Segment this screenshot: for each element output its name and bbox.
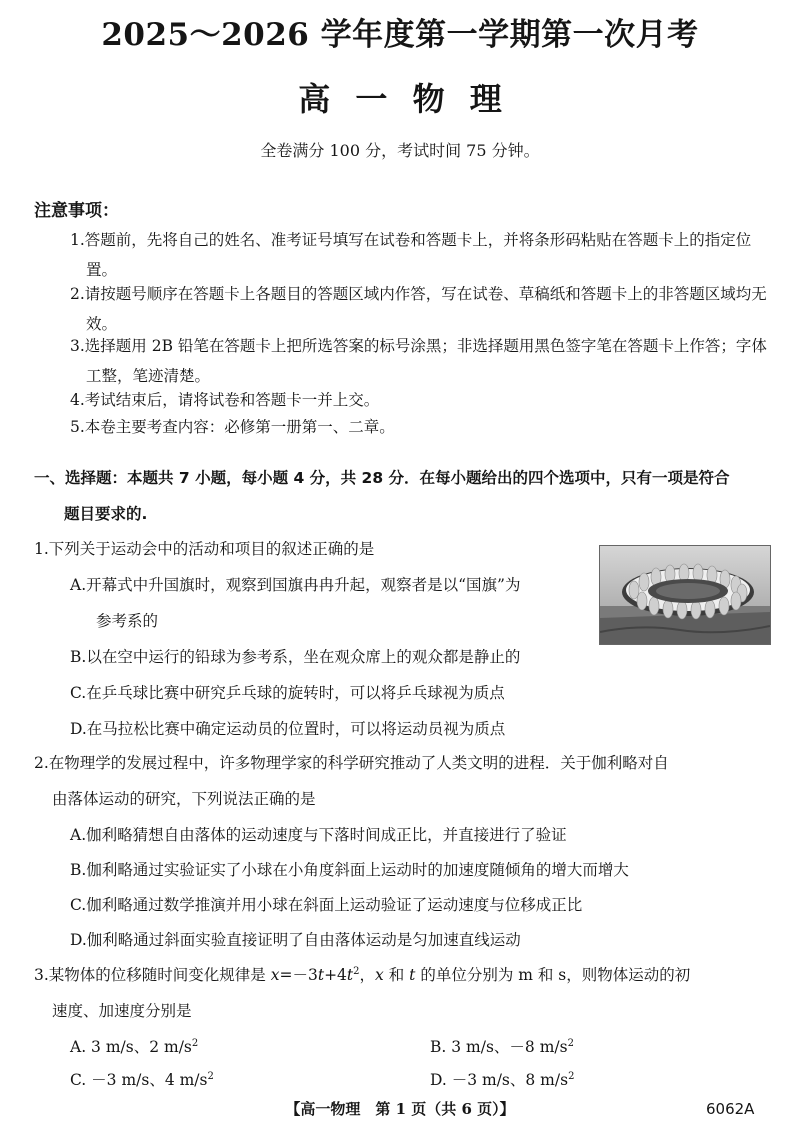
question-3-option-a-text: A. 3 m/s、2 m/s bbox=[70, 1038, 192, 1056]
question-3-option-a bbox=[70, 1029, 198, 1065]
question-1-option-b: B.以在空中运行的铅球为参考系，坐在观众席上的观众都是静止的 bbox=[70, 648, 521, 666]
stadium-illustration bbox=[600, 546, 770, 644]
formula-t2: t bbox=[346, 966, 354, 984]
question-2-option-c: C.伽利略通过数学推演并用小球在斜面上运动验证了运动速度与位移成正比 bbox=[70, 896, 583, 914]
question-3-stem-line1 bbox=[34, 957, 774, 993]
question-1-option-a bbox=[70, 567, 590, 639]
section-heading bbox=[34, 460, 774, 532]
question-1-option-c: C.在乒乓球比赛中研究乒乓球的旋转时，可以将乒乓球视为质点 bbox=[70, 684, 505, 702]
and-text: 和 bbox=[383, 966, 410, 984]
question-1-option-d: D.在马拉松比赛中确定运动员的位置时，可以将运动员视为质点 bbox=[70, 720, 506, 738]
question-2-stem-line2: 由落体运动的研究，下列说法正确的是 bbox=[52, 790, 316, 808]
question-3-stem bbox=[34, 957, 774, 1029]
paper-code: 6062A bbox=[706, 1100, 755, 1118]
notice-heading: 注意事项： bbox=[34, 201, 119, 221]
formula-mid: =－3 bbox=[279, 966, 318, 984]
notice-item-2: 2.请按题号顺序在答题卡上各题目的答题区域内作答，写在试卷、草稿纸和答题卡上的非答题区域均无效。 bbox=[70, 285, 767, 333]
question-2-stem bbox=[34, 745, 774, 817]
question-3-option-b-sup: 2 bbox=[567, 1037, 574, 1049]
question-3-option-a-sup: 2 bbox=[191, 1037, 199, 1049]
question-3-option-b bbox=[430, 1029, 574, 1065]
page-footer: 【高一物理 第 1 页（共 6 页）】 bbox=[285, 1100, 515, 1118]
question-3-stem-after: ， bbox=[359, 966, 376, 984]
var-t: t bbox=[409, 966, 416, 984]
exam-info: 全卷满分 100 分，考试时间 75 分钟。 bbox=[260, 141, 540, 160]
formula-t1: t bbox=[317, 966, 325, 984]
question-3-option-c bbox=[70, 1062, 214, 1098]
question-2-option-b: B.伽利略通过实验证实了小球在小角度斜面上运动时的加速度随倾角的增大而增大 bbox=[70, 861, 629, 879]
question-2-option-d: D.伽利略通过斜面实验直接证明了自由落体运动是匀加速直线运动 bbox=[70, 931, 521, 949]
question-1-option-a-line1: A.开幕式中升国旗时，观察到国旗冉冉升起，观察者是以“国旗”为 bbox=[70, 576, 521, 594]
question-2-option-a: A.伽利略猜想自由落体的运动速度与下落时间成正比，并直接进行了验证 bbox=[70, 826, 567, 844]
question-3-stem-line2: 速度、加速度分别是 bbox=[52, 1002, 192, 1020]
section-heading-line1: 一、选择题：本题共 7 小题，每小题 4 分，共 28 分．在每小题给出的四个选项中，只有一项是符合 bbox=[34, 469, 730, 487]
question-1-stem: 1.下列关于运动会中的活动和项目的叙述正确的是 bbox=[34, 540, 375, 558]
formula-x: x bbox=[270, 966, 280, 984]
question-3-option-d-text: D. －3 m/s、8 m/s bbox=[430, 1071, 569, 1089]
notice-item-3: 3.选择题用 2B 铅笔在答题卡上把所选答案的标号涂黑；非选择题用黑色签字笔在答题卡上作答；字体工整，笔迹清楚。 bbox=[70, 337, 767, 385]
question-3-option-c-sup: 2 bbox=[207, 1070, 214, 1082]
section-heading-line2: 题目要求的. bbox=[64, 505, 148, 523]
question-3-option-d bbox=[430, 1062, 574, 1098]
question-3-stem-pre: 3.某物体的位移随时间变化规律是 bbox=[34, 966, 271, 984]
subject-title: 高 一 物 理 bbox=[298, 80, 502, 118]
question-3-stem-rest: 的单位分别为 m 和 s，则物体运动的初 bbox=[415, 966, 691, 984]
question-2-stem-line1: 2.在物理学的发展过程中，许多物理学家的科学研究推动了人类文明的进程．关于伽利略对自 bbox=[34, 754, 669, 772]
question-3-option-c-text: C. －3 m/s、4 m/s bbox=[70, 1071, 208, 1089]
notice-item-4: 4.考试结束后，请将试卷和答题卡一并上交。 bbox=[70, 391, 380, 409]
question-3-option-d-sup: 2 bbox=[568, 1070, 575, 1082]
formula-plus: +4 bbox=[324, 966, 347, 984]
page-title: 2025～2026 学年度第一学期第一次月考 bbox=[101, 17, 699, 53]
question-3-option-b-text: B. 3 m/s、－8 m/s bbox=[430, 1038, 568, 1056]
stadium-photo bbox=[599, 545, 771, 645]
var-x: x bbox=[375, 966, 384, 984]
formula-exp: 2 bbox=[353, 965, 360, 977]
question-1-option-a-line2: 参考系的 bbox=[96, 612, 159, 630]
notice-item-5: 5.本卷主要考查内容：必修第一册第一、二章。 bbox=[70, 418, 395, 436]
notice-item-1: 1.答题前，先将自己的姓名、准考证号填写在试卷和答题卡上，并将条形码粘贴在答题卡上的指定位置。 bbox=[70, 231, 752, 279]
